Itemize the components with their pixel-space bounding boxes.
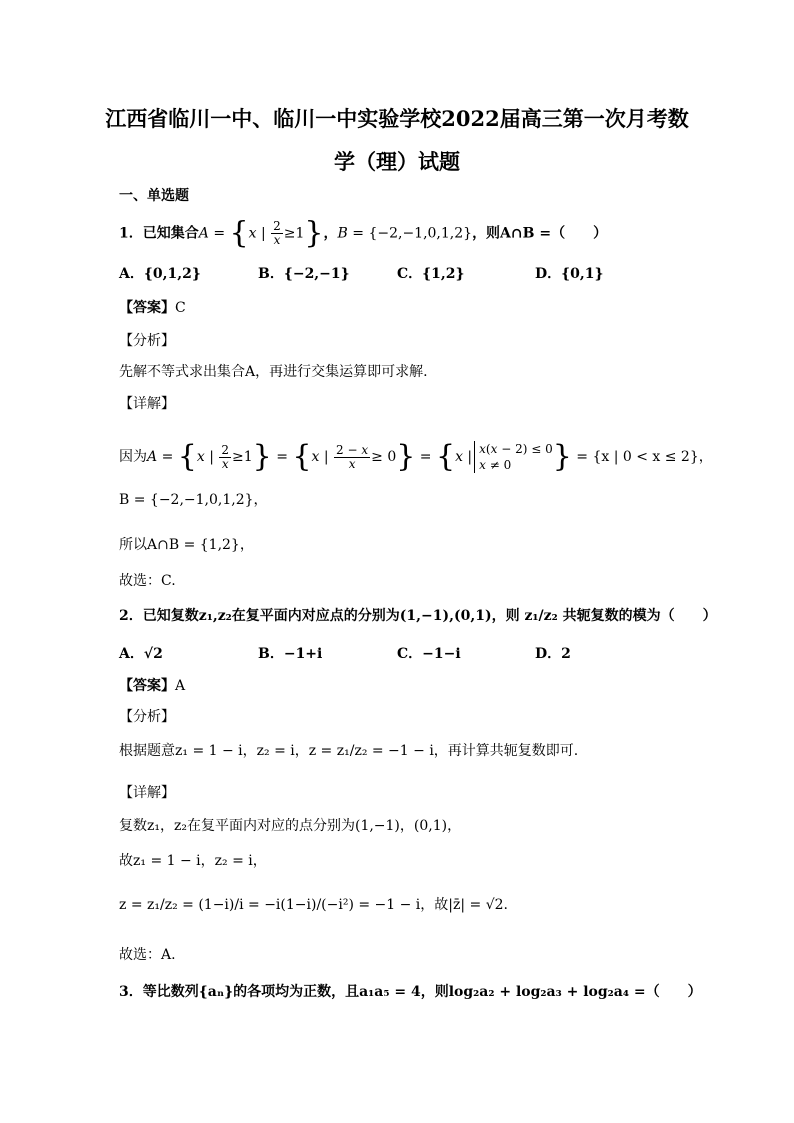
q2-analysis-label: 【分析】 bbox=[119, 709, 175, 725]
q2-option-b: B．−1+i bbox=[258, 646, 323, 662]
q2-option-c: C．−1−i bbox=[397, 646, 461, 662]
page-title-line-2: 学（理）试题 bbox=[334, 149, 460, 174]
page-title-line-1: 江西省临川一中、临川一中实验学校2022届高三第一次月考数 bbox=[105, 106, 689, 131]
q1-analysis: 先解不等式求出集合A，再进行交集运算即可求解. bbox=[119, 364, 428, 380]
q1-option-c: C．{1,2} bbox=[397, 266, 465, 282]
q2-detail-2: 故z₁ = 1 − i，z₂ = i， bbox=[119, 853, 267, 869]
q2-answer: 【答案】A bbox=[119, 678, 186, 694]
q1-conclusion: 故选：C. bbox=[119, 573, 176, 589]
q1-option-a: A．{0,1,2} bbox=[119, 266, 201, 282]
q2-detail-1: 复数z₁，z₂在复平面内对应的点分别为(1,−1)，(0,1)， bbox=[119, 818, 462, 834]
q1-analysis-label: 【分析】 bbox=[119, 333, 175, 349]
q2-detail-3: z = z₁/z₂ = (1−i)/i = −i(1−i)/(−i²) = −1 − i，故|z̄| = √2. bbox=[119, 897, 508, 913]
section-heading: 一、单选题 bbox=[119, 188, 189, 204]
q1-option-b: B．{−2,−1} bbox=[258, 266, 350, 282]
q2-analysis: 根据题意z₁ = 1 − i，z₂ = i，z = z₁/z₂ = −1 − i，再计算共轭复数即可. bbox=[119, 743, 579, 759]
question-2: 2．已知复数z₁,z₂在复平面内对应点的分别为(1,−1),(0,1)，则 z₁/z₂ 共轭复数的模为（ ） bbox=[119, 608, 717, 624]
q1-detail-2: B = {−2,−1,0,1,2}， bbox=[119, 492, 268, 508]
q1-option-d: D．{0,1} bbox=[535, 266, 604, 282]
q2-option-a: A．√2 bbox=[119, 646, 163, 662]
q1-detail-label: 【详解】 bbox=[119, 396, 175, 412]
q1-detail-1: 因为A = {x | $\frac{2}{x}$ ≥1} = {x | $\frac{2 - x}{x}$ ≥ 0} = {x | x(x − 2) ≤ 0 x ≠ 0 } = {x | 0 < x ≤ 2}， bbox=[119, 439, 713, 474]
question-3: 3．等比数列{aₙ}的各项均为正数，且a₁a₅ = 4，则log₂a₂ + log₂a₃ + log₂a₄ =（ ） bbox=[119, 984, 702, 1000]
q2-option-d: D．2 bbox=[535, 646, 571, 662]
question-1: 1．已知集合A = {x | $\frac{2}{x}$ ≥1}，B = {−2,−1,0,1,2}，则A∩B =（ ） bbox=[119, 215, 608, 251]
q1-answer: 【答案】C bbox=[119, 300, 186, 316]
q2-detail-label: 【详解】 bbox=[119, 785, 175, 801]
q2-conclusion: 故选：A. bbox=[119, 947, 176, 963]
q1-detail-3: 所以A∩B = {1,2}， bbox=[119, 537, 254, 553]
